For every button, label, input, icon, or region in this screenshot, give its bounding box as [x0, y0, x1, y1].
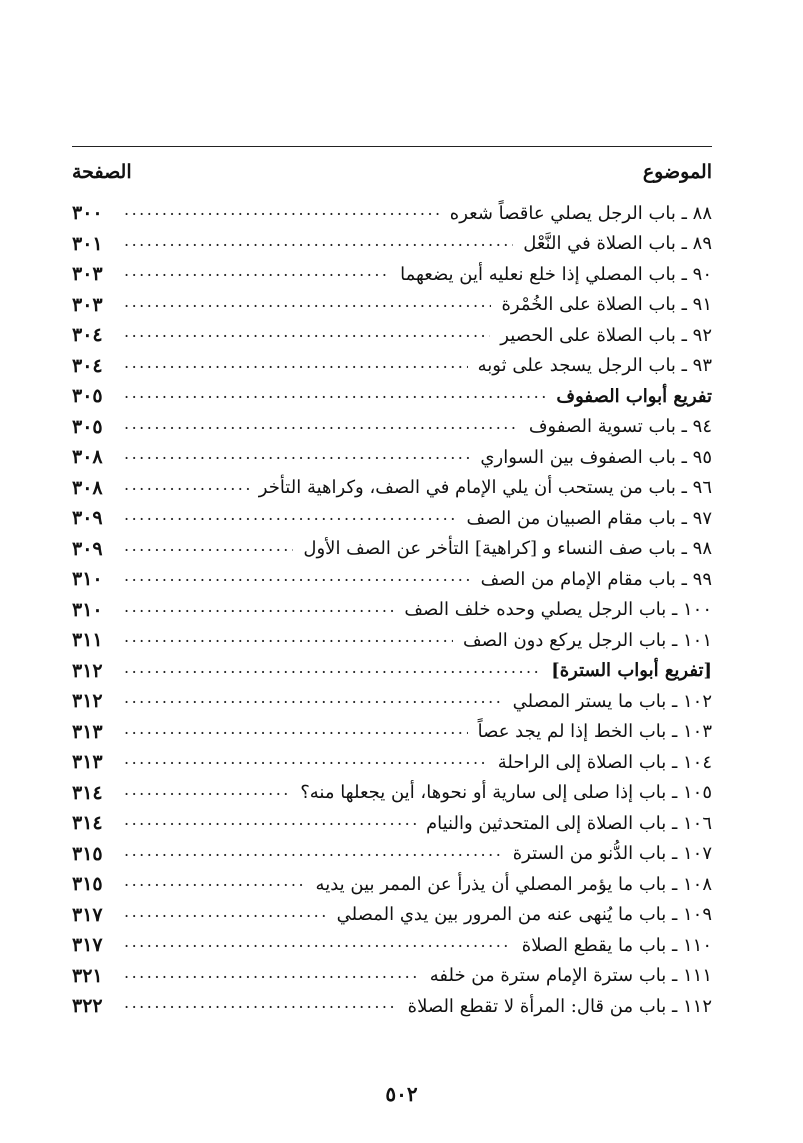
toc-section-heading	[72, 381, 712, 412]
entry-title: [تفريع أبواب السترة]	[551, 660, 712, 682]
toc-entries	[72, 198, 712, 1022]
page-column-label: الصفحة	[72, 161, 132, 183]
entry-page-number: ٣١٥	[72, 842, 103, 865]
toc-entry	[72, 717, 712, 748]
toc-entry	[72, 778, 712, 809]
entry-page-number: ٣٠٥	[72, 415, 103, 438]
toc-entry	[72, 930, 712, 961]
entry-title: ٩٧ ـ باب مقام الصبيان من الصف	[466, 507, 712, 529]
entry-page-number: ٣١٠	[72, 568, 103, 591]
toc-entry	[72, 534, 712, 565]
entry-page-number: ٣١٣	[72, 720, 103, 743]
entry-title: ٩٥ ـ باب الصفوف بين السواري	[480, 446, 712, 468]
dot-leader	[124, 662, 541, 680]
toc-entry	[72, 290, 712, 321]
entry-title: ٨٩ ـ باب الصلاة في النَّعْل	[523, 233, 712, 255]
header-rule	[72, 146, 712, 147]
toc-entry	[72, 503, 712, 534]
toc-entry	[72, 808, 712, 839]
dot-leader	[124, 997, 398, 1015]
dot-leader	[124, 540, 293, 558]
entry-title: ١٠٩ ـ باب ما يُنهى عنه من المرور بين يدي المصلي	[336, 904, 712, 926]
toc-entry	[72, 564, 712, 595]
toc-entry	[72, 900, 712, 931]
dot-leader	[124, 784, 290, 802]
toc-entry	[72, 839, 712, 870]
dot-leader	[124, 296, 491, 314]
entry-title: ١٠٨ ـ باب ما يؤمر المصلي أن يذرأ عن الممر بين يديه	[315, 873, 712, 895]
toc-entry	[72, 351, 712, 382]
entry-title: ٨٨ ـ باب الرجل يصلي عاقصاً شعره	[449, 202, 712, 224]
toc-entry	[72, 320, 712, 351]
toc-entry	[72, 412, 712, 443]
entry-page-number: ٣١٢	[72, 659, 103, 682]
entry-page-number: ٣٠٣	[72, 263, 103, 286]
entry-page-number: ٣٢٢	[72, 995, 103, 1018]
entry-page-number: ٣١٢	[72, 690, 103, 713]
entry-title: ٩٨ ـ باب صف النساء و [كراهية] التأخر عن الصف الأول	[303, 538, 712, 560]
dot-leader	[124, 967, 420, 985]
dot-leader	[124, 845, 503, 863]
dot-leader	[124, 723, 468, 741]
entry-title: ٩٠ ـ باب المصلي إذا خلع نعليه أين يضعهما	[400, 263, 712, 285]
entry-page-number: ٣٠٥	[72, 385, 103, 408]
entry-title: ٩٣ ـ باب الرجل يسجد على ثوبه	[477, 355, 712, 377]
entry-title: ١١٢ ـ باب من قال: المرأة لا تقطع الصلاة	[407, 995, 712, 1017]
dot-leader	[124, 479, 249, 497]
page-number: ٥٠٢	[385, 1082, 418, 1106]
entry-page-number: ٣٠٩	[72, 537, 103, 560]
entry-title: ٩٦ ـ باب من يستحب أن يلي الإمام في الصف، وكراهية التأخر	[258, 477, 712, 499]
entry-title: ١١١ ـ باب سترة الإمام سترة من خلفه	[429, 965, 712, 987]
toc-entry	[72, 259, 712, 290]
entry-title: ٩٢ ـ باب الصلاة على الحصير	[500, 324, 712, 346]
topic-column-label: الموضوع	[642, 161, 712, 183]
dot-leader	[124, 601, 394, 619]
dot-leader	[124, 418, 519, 436]
entry-title: ١٠٠ ـ باب الرجل يصلي وحده خلف الصف	[404, 599, 712, 621]
dot-leader	[124, 235, 513, 253]
entry-title: ٩٩ ـ باب مقام الإمام من الصف	[480, 568, 712, 590]
dot-leader	[124, 631, 453, 649]
entry-title: تفريع أبواب الصفوف	[556, 385, 712, 407]
toc-entry	[72, 869, 712, 900]
dot-leader	[124, 265, 390, 283]
toc-entry	[72, 686, 712, 717]
toc-entry	[72, 961, 712, 992]
dot-leader	[124, 753, 488, 771]
dot-leader	[124, 906, 327, 924]
toc-entry	[72, 595, 712, 626]
dot-leader	[124, 875, 306, 893]
entry-title: ١٠٢ ـ باب ما يستر المصلي	[512, 690, 712, 712]
toc-entry	[72, 198, 712, 229]
entry-title: ٩١ ـ باب الصلاة على الخُمْرة	[501, 294, 712, 316]
entry-page-number: ٣١٧	[72, 934, 103, 957]
entry-page-number: ٣١٠	[72, 598, 103, 621]
entry-page-number: ٣١١	[72, 629, 103, 652]
entry-page-number: ٣١٤	[72, 812, 103, 835]
dot-leader	[124, 387, 546, 405]
entry-page-number: ٣١٥	[72, 873, 103, 896]
entry-title: ١٠٧ ـ باب الدُّنو من السترة	[512, 843, 712, 865]
entry-page-number: ٣٠٤	[72, 354, 103, 377]
toc-section-heading	[72, 656, 712, 687]
dot-leader	[124, 509, 457, 527]
toc-entry	[72, 991, 712, 1022]
entry-page-number: ٣٠١	[72, 232, 103, 255]
toc-entry	[72, 473, 712, 504]
dot-leader	[124, 204, 440, 222]
toc-header	[72, 152, 712, 192]
entry-page-number: ٣٠٩	[72, 507, 103, 530]
entry-title: ١٠٦ ـ باب الصلاة إلى المتحدثين والنيام	[425, 812, 712, 834]
dot-leader	[124, 448, 470, 466]
dot-leader	[124, 936, 512, 954]
toc-entry	[72, 747, 712, 778]
entry-page-number: ٣٠٠	[72, 202, 103, 225]
entry-title: ١٠٥ ـ باب إذا صلى إلى سارية أو نحوها، أين يجعلها منه؟	[300, 782, 712, 804]
dot-leader	[124, 326, 490, 344]
entry-page-number: ٣٠٤	[72, 324, 103, 347]
entry-page-number: ٣١٧	[72, 903, 103, 926]
toc-entry	[72, 442, 712, 473]
entry-page-number: ٣١٣	[72, 751, 103, 774]
toc-entry	[72, 229, 712, 260]
dot-leader	[124, 570, 471, 588]
entry-title: ١٠١ ـ باب الرجل يركع دون الصف	[463, 629, 712, 651]
entry-title: ١٠٤ ـ باب الصلاة إلى الراحلة	[497, 751, 712, 773]
entry-page-number: ٣٠٣	[72, 293, 103, 316]
dot-leader	[124, 814, 416, 832]
entry-page-number: ٣٠٨	[72, 476, 103, 499]
entry-title: ٩٤ ـ باب تسوية الصفوف	[528, 416, 712, 438]
entry-title: ١٠٣ ـ باب الخط إذا لم يجد عصاً	[477, 721, 712, 743]
toc-entry	[72, 625, 712, 656]
dot-leader	[124, 357, 468, 375]
entry-page-number: ٣١٤	[72, 781, 103, 804]
entry-page-number: ٣٠٨	[72, 446, 103, 469]
dot-leader	[124, 692, 503, 710]
entry-title: ١١٠ ـ باب ما يقطع الصلاة	[521, 934, 712, 956]
entry-page-number: ٣٢١	[72, 964, 103, 987]
